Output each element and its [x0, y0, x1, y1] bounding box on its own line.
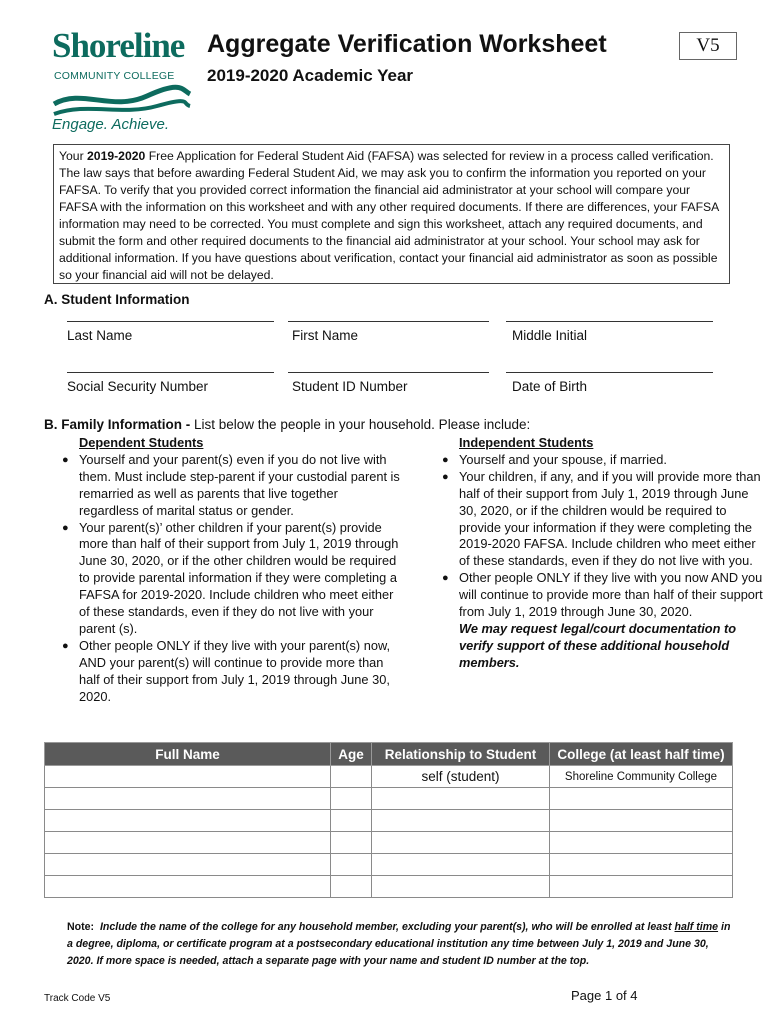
- note-label: Note:: [67, 921, 95, 933]
- list-item: [436, 452, 766, 469]
- table-row: [45, 810, 733, 832]
- documentation-warning: We may request legal/court documentation to verify support of these additional household members.: [459, 620, 737, 670]
- bullet-icon: ●: [62, 521, 69, 534]
- bullet-icon: ●: [62, 639, 69, 652]
- last-name-field[interactable]: [67, 321, 274, 343]
- student-id-field[interactable]: [288, 372, 489, 394]
- list-item-text: Your children, if any, and if you will provide more than half of their support from July 1, 2019 through June 30, 2020, or if the children would be required to provide your information if they were completing the 2019-2020 FAFSA. Include children who meet either of these standards, even if they do not live with you.: [459, 468, 761, 569]
- relationship-cell[interactable]: [372, 876, 550, 898]
- table-row: [45, 788, 733, 810]
- section-b-heading-rest: List below the people in your household. Please include:: [194, 417, 531, 432]
- logo-swoosh-icon: [52, 82, 192, 116]
- header-full-name: Full Name: [45, 743, 331, 766]
- dob-field[interactable]: [506, 372, 713, 394]
- dob-label: Date of Birth: [512, 379, 588, 394]
- age-cell[interactable]: [331, 766, 372, 788]
- header-age: Age: [331, 743, 372, 766]
- page-title: Aggregate Verification Worksheet: [207, 30, 607, 58]
- header-college: College (at least half time): [550, 743, 733, 766]
- list-item: [436, 469, 766, 570]
- logo-subtitle: COMMUNITY COLLEGE: [54, 70, 175, 82]
- section-b-heading-bold: B. Family Information -: [44, 417, 195, 432]
- bullet-icon: ●: [442, 572, 449, 585]
- intro-year: 2019-2020: [87, 149, 146, 163]
- college-cell[interactable]: [550, 876, 733, 898]
- list-item-text: Yourself and your spouse, if married.: [459, 451, 667, 467]
- first-name-label: First Name: [292, 328, 359, 343]
- list-item-text: Other people ONLY if they live with you now AND you will continue to provide more than half of their support from July 1, 2019 through June 30, 2020.: [459, 570, 763, 620]
- version-badge: V5: [679, 32, 737, 60]
- bullet-icon: ●: [62, 453, 69, 466]
- ssn-label: Social Security Number: [67, 379, 209, 394]
- college-logo: [52, 28, 192, 138]
- college-cell[interactable]: [550, 788, 733, 810]
- table-row: [45, 766, 733, 788]
- college-cell: Shoreline Community College: [550, 766, 733, 788]
- note-text-1: Include the name of the college for any household member, excluding your parent(s), who will be enrolled at least: [99, 921, 675, 933]
- note-underlined: half time: [674, 921, 719, 933]
- age-cell[interactable]: [331, 832, 372, 854]
- college-cell[interactable]: [550, 810, 733, 832]
- student-id-label: Student ID Number: [292, 379, 408, 394]
- college-cell[interactable]: [550, 832, 733, 854]
- list-item-text: Yourself and your parent(s) even if you do not live with them. Must include step-parent if your custodial parent is remarried as well as parents that live together regardless of marital status or gender.: [79, 451, 400, 518]
- college-cell[interactable]: [550, 854, 733, 876]
- section-a-heading: A. Student Information: [44, 292, 190, 307]
- list-item: [436, 570, 766, 621]
- table-row: [45, 876, 733, 898]
- household-table: [44, 742, 733, 898]
- relationship-cell[interactable]: [372, 854, 550, 876]
- last-name-label: Last Name: [67, 328, 133, 343]
- middle-initial-label: Middle Initial: [512, 328, 588, 343]
- full-name-cell[interactable]: [45, 766, 331, 788]
- table-row: [45, 832, 733, 854]
- intro-text: Free Application for Federal Student Aid (FAFSA) was selected for review in a process called verification. The law says that before awarding Federal Student Aid, we may ask you to confirm the information you reported on your FAFSA. To verify that you provided correct information the financial aid administrator at your school will compare your FAFSA with the information on this worksheet and with any other required documents. If there are differences, your FAFSA information may need to be corrected. You must complete and sign this worksheet, attach any required documents, and submit the form and other required documents to the financial aid administrator at your school. Your school may ask for additional information. If you have questions about verification, contact your financial aid administrator as soon as possible so your financial aid will not be delayed.: [59, 149, 719, 282]
- full-name-cell[interactable]: [45, 810, 331, 832]
- bullet-icon: ●: [442, 470, 449, 483]
- full-name-cell[interactable]: [45, 854, 331, 876]
- intro-lead: Your: [59, 149, 88, 163]
- enrollment-note: [67, 919, 737, 970]
- table-header-row: [45, 743, 733, 766]
- page-subtitle: 2019-2020 Academic Year: [207, 66, 414, 85]
- table-row: [45, 854, 733, 876]
- note-text-2: in a degree, diploma, or certificate program at a postsecondary educational institution any time between July 1, 2019 and June 30, 2020. If more space is needed, attach a separate page with your name and student ID number at the top.: [67, 921, 731, 967]
- header-relationship: Relationship to Student: [372, 743, 550, 766]
- full-name-cell[interactable]: [45, 788, 331, 810]
- bullet-icon: ●: [442, 453, 449, 466]
- relationship-cell[interactable]: [372, 788, 550, 810]
- full-name-cell[interactable]: [45, 832, 331, 854]
- ssn-field[interactable]: [67, 372, 274, 394]
- independent-students-title: Independent Students: [459, 435, 594, 450]
- dependent-students-title: Dependent Students: [79, 435, 204, 450]
- independent-students-column: [436, 435, 766, 672]
- track-code: Track Code V5: [44, 993, 111, 1004]
- relationship-cell[interactable]: [372, 810, 550, 832]
- full-name-cell[interactable]: [45, 876, 331, 898]
- dependent-students-column: [56, 435, 401, 706]
- intro-box: [53, 144, 730, 284]
- relationship-cell[interactable]: [372, 832, 550, 854]
- age-cell[interactable]: [331, 810, 372, 832]
- list-item-text: Other people ONLY if they live with your parent(s) now, AND your parent(s) will continue to provide more than half of their support from July 1, 2019 through June 30, 2020.: [79, 637, 391, 704]
- logo-tagline: Engage. Achieve.: [52, 116, 170, 133]
- page-number: Page 1 of 4: [571, 988, 638, 1003]
- age-cell[interactable]: [331, 788, 372, 810]
- list-item-text: Your parent(s)’ other children if your parent(s) provide more than half of their support from July 1, 2019 through June 30, 2020, or if the other children would be required to provide parental information if they were completing a FAFSA for 2019-2020. Include children who meet either of these standards, even if they do not live with your parent (s).: [79, 519, 399, 636]
- relationship-cell: self (student): [372, 766, 550, 788]
- logo-name: Shoreline: [52, 26, 185, 65]
- age-cell[interactable]: [331, 854, 372, 876]
- list-item: [56, 520, 401, 638]
- list-item: [56, 452, 401, 520]
- first-name-field[interactable]: [288, 321, 489, 343]
- age-cell[interactable]: [331, 876, 372, 898]
- middle-initial-field[interactable]: [506, 321, 713, 343]
- list-item: [56, 638, 401, 706]
- section-b-heading: [44, 417, 530, 432]
